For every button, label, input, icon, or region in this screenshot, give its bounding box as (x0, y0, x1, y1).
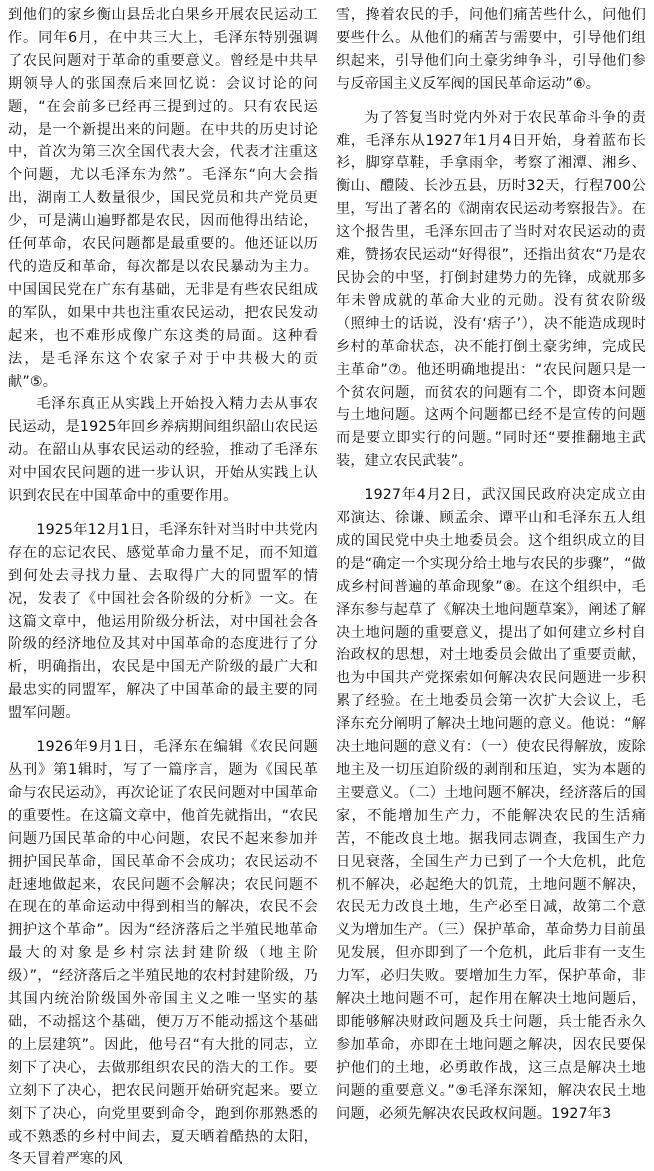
right-paragraph-2: 为了答复当时党内外对于农民革命斗争的责难，毛泽东从1927年1月4日开始，身着蓝布长衫，脚穿草鞋，手拿雨伞，考察了湘潭、湘乡、衡山、醴陵、长沙五县，历时32天，行程700公里，写出了著名的《湖南农民运动考察报告》。在这个报告里，毛泽东回击了当时对农民运动的责难，赞扬农民运动“好得很”，还指出贫农“乃是农民协会的中坚，打倒封建势力的先锋，成就那多年未曾成就的革命大业的元勋。没有贫农阶级（照绅士的话说，没有‘痞子’），决不能造成现时乡村的革命状态，决不能打倒土豪劣绅，完成民主革命”⑦。他还明确地提出：“农民问题只是一个贫农问题，而贫农的问题有二个，即资本问题与土地问题。这两个问题都已经不是宣传的问题而是要立即实行的问题。”同时还“要推翻地主武装，建立农民武装”。 (336, 109, 646, 470)
left-paragraph-1: 到他们的家乡衡山县岳北白果乡开展农民运动工作。同年6月，在中共三大上，毛泽东特别强调了农民问题对于革命的重要意义。曾经是中共早期领导人的张国焘后来回忆说：会议讨论的问题，“在会前多已经再三提到过的。只有农民运动，是一个新提出来的问题。在中共的历史讨论中，首次为第三次全国代表大会，代表才注重这个问题，尤以毛泽东为然”。毛泽东“向大会指出，湖南工人数量很少，国民党员和共产党员更少，可是满山遍野都是农民，因而他得出结论，任何革命，农民问题都是最重要的。他还证以历代的造反和革命，每次都是以农民暴动为主力。中国国民党在广东有基础，无非是有些农民组成的军队，如果中共也注重农民运动，把农民发动起来，也不难形成像广东这类的局面。这种看法，是毛泽东这个农家子对于中共极大的贡献”⑤。 (8, 7, 318, 390)
right-column (336, 4, 646, 1122)
left-paragraph-4: 1926年9月1日，毛泽东在编辑《农民问题丛刊》第1辑时，写了一篇序言，题为《国民革命与农民运动》，再次论证了农民问题对中国革命的重要性。在这篇文章中，他首先就指出，“农民问题乃国民革命的中心问题，农民不起来参加并拥护国民革命，国民革命不会成功；农民运动不赶速地做起来，农民问题不会解决；农民问题不在现在的革命运动中得到相当的解决，农民不会拥护这个革命”。因为“经济落后之半殖民地革命最大的对象是乡村宗法封建阶级（地主阶级）”，“经济落后之半殖民地的农村封建阶级，乃其国内统治阶级国外帝国主义之唯一坚实的基础，不动摇这个基础，便万万不能动摇这个基础的上层建筑”。因此，他号召“有大批的同志，立刻下了决心，去做那组织农民的浩大的工作。要立刻下了决心，把农民问题开始研究起来。要立刻下了决心，向党里要到命令，跑到你那熟悉的或不熟悉的乡村中间去，夏天晒着酷热的太阳，冬天冒着严寒的风 (8, 739, 318, 1168)
left-paragraph-3: 1925年12月1日，毛泽东针对当时中共党内存在的忘记农民、感觉革命力量不足，而不知道到何处去寻找力量、去取得广大的同盟军的情况，发表了《中国社会各阶级的分析》一文。在这篇文章中，他运用阶级分析法，对中国社会各阶级的经济地位及其对中国革命的态度进行了分析，明确指出，农民是中国无产阶级的最广大和最忠实的同盟军，解决了中国革命的最主要的同盟军问题。 (8, 521, 318, 722)
left-column (8, 4, 318, 1168)
left-paragraph-2: 毛泽东真正从实践上开始投入精力去从事农民运动，是1925年回乡养病期间组织韶山农民运动。在韶山从事农民运动的经验，推动了毛泽东对中国农民问题的进一步认识，开始从实践上认识到农民在中国革命中的重要作用。 (8, 396, 318, 505)
right-paragraph-1: 雪，搀着农民的手，问他们痛苦些什么，问他们要些什么。从他们的痛苦与需要中，引导他们组织起来，引导他们向土豪劣绅争斗，引导他们参与反帝国主义反军阀的国民革命运动”⑥。 (336, 7, 646, 92)
two-column-body (8, 4, 646, 1168)
right-paragraph-3: 1927年4月2日，武汉国民政府决定成立由邓演达、徐谦、顾孟余、谭平山和毛泽东五人组成的国民党中央土地委员会。这个组织成立的目的是“确定一个实现分给土地与农民的步骤”，“做成乡村间普遍的革命现象”⑧。在这个组织中，毛泽东参与起草了《解决土地问题草案》，阐述了解决土地问题的重要意义，提出了如何建立乡村自治政权的思想，对土地委员会做出了重要贡献，也为中国共产党探索如何解决农民问题进一步积累了经验。在土地委员会第一次扩大会议上，毛泽东充分阐明了解决土地问题的意义。他说：“解决土地问题的意义有：（一）使农民得解放，废除地主及一切压迫阶级的剥削和压迫，实为本题的主要意义。（二）土地问题不解决，经济落后的国家，不能增加生产力，不能解决农民的生活痛苦，不能改良土地。据我同志调查，我国生产力日见衰落，全国生产力已到了一个大危机，此危机不解决，必起绝大的饥荒，土地问题不解决，农民无力改良土地，生产必至日减，故第二个意义为增加生产。（三）保护革命，革命势力目前虽见发展，但亦即到了一个危机，此后非有一支生力军，必归失败。要增加生力军，保护革命，非解决土地问题不可，起作用在解决土地问题后，即能够解决财政问题及兵士问题，兵士能否永久参加革命，亦即在土地问题之解决，因农民要保护他们的土地，必勇敢作战，这三点是解决土地问题的重要意义。”⑨毛泽东深知，解决农民土地问题，必须先解决农民政权问题。1927年3 (336, 487, 646, 1122)
